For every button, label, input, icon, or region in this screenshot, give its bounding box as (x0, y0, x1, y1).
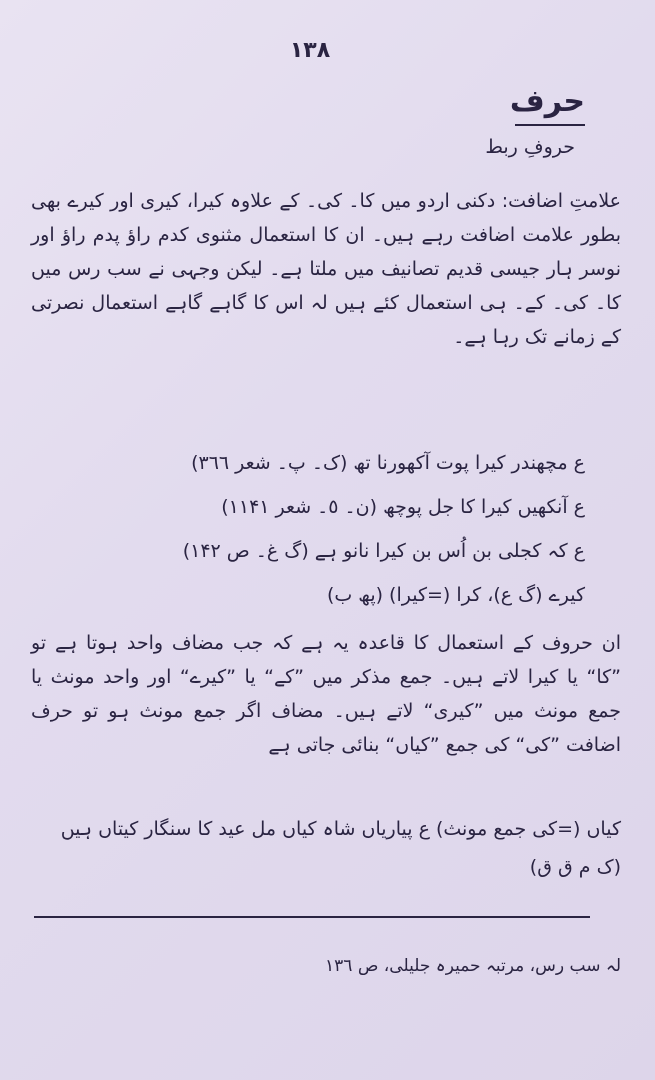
paragraph-1: علامتِ اضافت: دکنی اردو میں کا۔ کی۔ کے علاوہ کیرا، کیری اور کیرے بھی بطور علامت اضافت رہے ہیں۔ ان کا استعمال مثنوی کدم راؤ پدم راؤ اور نوسر ہار جیسی قدیم تصانیف میں ملتا ہے۔ لیکن وجہی نے سب رس میں کا۔ کی۔ کے۔ ہی استعمال کئے ہیں لہ اس کا گاہے گاہے استعمال نصرتی کے زمانے تک رہا ہے۔ (31, 190, 621, 348)
paragraph-2: ان حروف کے استعمال کا قاعدہ یہ ہے کہ جب مضاف واحد ہوتا ہے تو ”کا“ یا کیرا لاتے ہیں۔ جمع مذکر میں ”کے“ یا ”کیرے“ اور واحد مونث یا جمع مونث میں ”کیری“ لاتے ہیں۔ مضاف اگر جمع مونث ہو تو حرف اضافت ”کی“ کی جمع ”کیاں“ بنائی جاتی ہے (31, 632, 621, 756)
example-line-1: ع مچھندر کیرا پوت آکھورنا تھ (ک۔ پ۔ شعر ٣٦٦) (191, 452, 585, 474)
page-number: ١٣٨ (289, 38, 331, 63)
footnote: لہ سب رس، مرتبہ حمیرہ جلیلی، ص ١٣٦ (325, 956, 621, 976)
example-line-4: کیرے (گ ع)، کرا (=کیرا) (پھ ب) (326, 584, 585, 606)
example-line-3: ع کہ کجلی بن اُس بن کیرا نانو ہے (گ غ۔ ص ١۴٢) (182, 540, 585, 562)
example-line-2: ع آنکھیں کیرا کا جل پوچھ (ن۔ ٥۔ شعر ١١۴١) (221, 496, 585, 518)
paragraph-3: کیاں (=کی جمع مونث) ع پیاریاں شاہ کیاں مل عید کا سنگار کیتاں ہیں (60, 818, 621, 840)
section-subtitle: حروفِ ربط (485, 136, 575, 158)
footnote-divider (34, 916, 590, 918)
title-underline (515, 124, 585, 126)
chapter-title: حرف (509, 84, 585, 119)
paragraph-3-reference: (ک م ق ق) (529, 856, 621, 878)
